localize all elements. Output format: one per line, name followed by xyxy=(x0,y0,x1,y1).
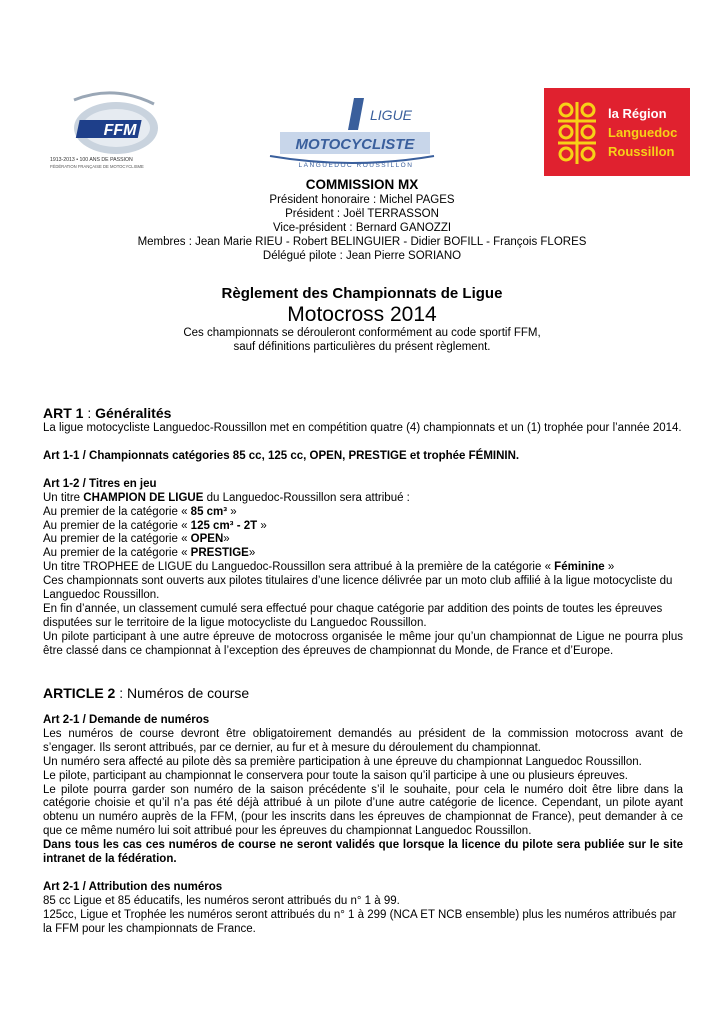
ligue-logo xyxy=(262,94,442,174)
paragraph: 85 cc Ligue et 85 éducatifs, les numéros seront attribués du n° 1 à 99. xyxy=(43,894,400,907)
event-title: Motocross 2014 xyxy=(287,303,437,326)
article-2-1-title: Art 2-1 / Demande de numéros xyxy=(43,714,210,726)
subtitle-line: Ces championnats se dérouleront conformément au code sportif FFM, xyxy=(183,327,541,339)
commission-title: COMMISSION MX xyxy=(305,177,419,192)
paragraph: Le pilote, participant au championnat le conservera pour toute la saison qu’il participe à une ou plusieurs épreuves. xyxy=(43,769,628,782)
region-logo xyxy=(544,88,690,176)
svg-text:Languedoc: Languedoc xyxy=(608,125,678,140)
article-2-1b-title: Art 2-1 / Attribution des numéros xyxy=(43,880,223,893)
commission-line: Membres : Jean Marie RIEU - Robert BELINGUIER - Didier BOFILL - François FLORES xyxy=(137,236,587,248)
occitan-cross-icon xyxy=(544,88,690,176)
document-header xyxy=(0,284,724,354)
logo-bar xyxy=(0,88,724,180)
paragraph: Le pilote pourra garder son numéro de la saison précédente s’il le souhaite, pour cela le numéro doit être libre dans la catégorie choisie et qu’il n’a pas été déjà attribué à un pilote d’une autre catégorie de licence. Cependant, un pilote ayant obtenu un numéro auprès de la FFM, (pour les inscrits dans les épreuves de championnat de France), peut demander à ce que ce même numéro lui soit attribué pour les épreuves du championnat Languedoc Roussillon. xyxy=(43,783,683,838)
category-line: Au premier de la catégorie « PRESTIGE» xyxy=(43,547,256,560)
paragraph: 125cc, Ligue et Trophée les numéros seront attribués du n° 1 à 299 (NCA ET NCB ensemble) plus les numéros attribués par la FFM pour les championnats de France. xyxy=(43,908,677,935)
paragraph: Un numéro sera affecté au pilote dès sa première participation à une épreuve du championnat Languedoc Roussillon. xyxy=(43,755,642,768)
paragraph: Un pilote participant à une autre épreuve de motocross organisée le même jour qu’un championnat de Ligue ne pourra plus être classé dans ce championnat à l’exception des épreuves de championnat du Monde, de France et d’Europe. xyxy=(43,630,683,657)
article-1 xyxy=(43,404,683,659)
svg-text:FFM: FFM xyxy=(103,122,137,139)
svg-text:LIGUE: LIGUE xyxy=(370,107,413,123)
regulation-title: Règlement des Championnats de Ligue xyxy=(221,285,503,302)
category-line: Au premier de la catégorie « 125 cm³ - 2T » xyxy=(43,519,267,532)
paragraph: Ces championnats sont ouverts aux pilotes titulaires d’une licence délivrée par un moto club affilié à la ligue motocycliste du Languedoc Roussillon. xyxy=(43,575,673,602)
commission-line: Président : Joël TERRASSON xyxy=(285,208,439,220)
category-line: Au premier de la catégorie « 85 cm³ » xyxy=(43,505,237,518)
trophy-line: Un titre TROPHEE de LIGUE du Languedoc-Roussillon sera attribué à la première de la catégorie « Féminine » xyxy=(43,561,615,574)
paragraph: En fin d’année, un classement cumulé sera effectué pour chaque catégorie par addition des points de toutes les épreuves disputées sur le territoire de la ligue motocycliste du Languedoc Roussillon. xyxy=(43,602,663,629)
article-1-heading: ART 1 : Généralités xyxy=(43,405,172,421)
commission-line: Président honoraire : Michel PAGES xyxy=(269,194,455,206)
svg-text:la Région: la Région xyxy=(608,106,667,121)
ffm-logo xyxy=(44,90,184,172)
article-2-heading: ARTICLE 2 : Numéros de course xyxy=(43,685,250,701)
article-1-2-line: Un titre CHAMPION DE LIGUE du Languedoc-Roussillon sera attribué : xyxy=(43,491,410,504)
commission-line: Délégué pilote : Jean Pierre SORIANO xyxy=(262,250,462,262)
subtitle-line: sauf définitions particulières du présent règlement. xyxy=(233,341,491,353)
commission-line: Vice-président : Bernard GANOZZI xyxy=(272,222,452,234)
article-1-2-title: Art 1-2 / Titres en jeu xyxy=(43,477,157,490)
svg-text:1913-2013 • 100 ANS DE PASSION: 1913-2013 • 100 ANS DE PASSION xyxy=(50,157,133,163)
svg-text:FÉDÉRATION FRANÇAISE DE MOTOCY: FÉDÉRATION FRANÇAISE DE MOTOCYCLISME xyxy=(50,164,144,169)
svg-text:LANGUEDOC ROUSSILLON: LANGUEDOC ROUSSILLON xyxy=(298,162,414,169)
svg-text:MOTOCYCLISTE: MOTOCYCLISTE xyxy=(295,136,415,153)
paragraph-bold: Dans tous les cas ces numéros de course ne seront validés que lorsque la licence du pilote sera publiée sur le site intranet de la fédération. xyxy=(43,839,683,866)
article-1-1: Art 1-1 / Championnats catégories 85 cc, 125 cc, OPEN, PRESTIGE et trophée FÉMININ. xyxy=(43,449,520,462)
paragraph: Les numéros de course devront être obligatoirement demandés au président de la commission motocross avant de s’engager. Ils seront attribués, par ce dernier, au fur et à mesure du déroulement du championnat. xyxy=(43,727,683,754)
article-1-intro: La ligue motocycliste Languedoc-Roussillon met en compétition quatre (4) championnats et un (1) trophée pour l’année 2014. xyxy=(43,422,682,434)
commission-block xyxy=(0,176,724,263)
article-2 xyxy=(43,684,683,937)
category-line: Au premier de la catégorie « OPEN» xyxy=(43,533,230,546)
svg-text:Roussillon: Roussillon xyxy=(608,144,675,159)
